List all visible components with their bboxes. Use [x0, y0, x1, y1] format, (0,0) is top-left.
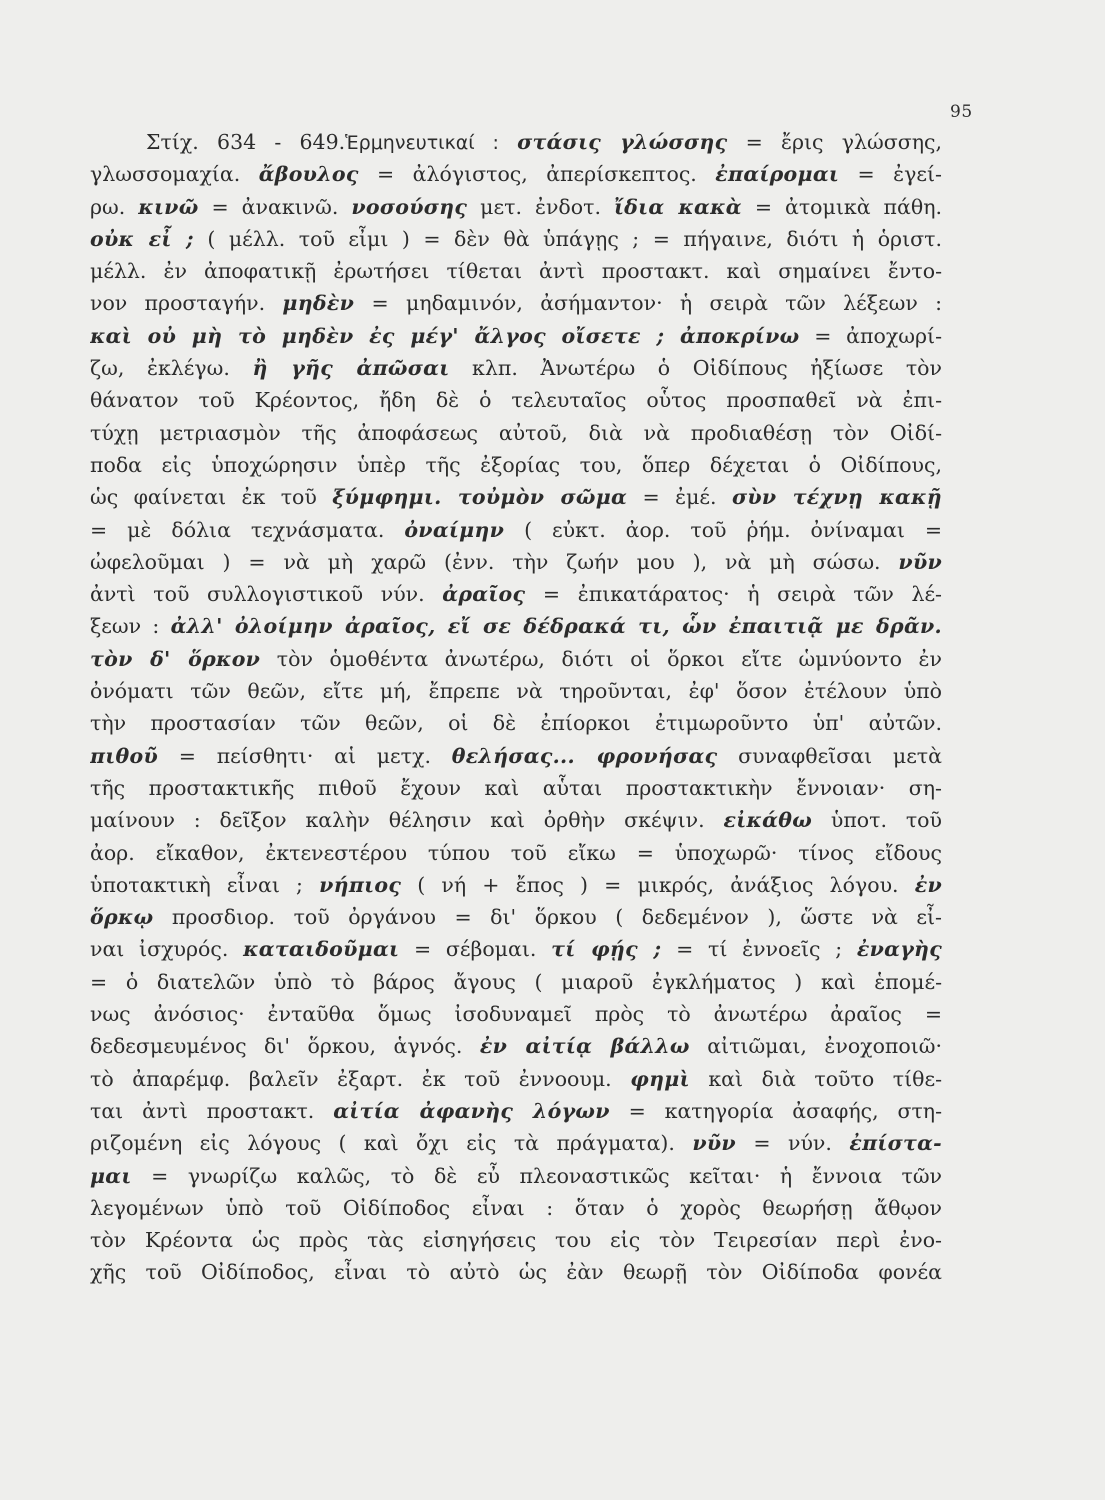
- lemma: μηδὲν: [282, 291, 355, 316]
- lemma: εἰκάθω: [723, 808, 813, 833]
- text-line: [90, 1095, 942, 1127]
- gloss-text: τὸ ἀπαρέμφ. βαλεῖν ἐξαρτ. ἐκ τοῦ ἐννοουμ.: [90, 1066, 631, 1091]
- lemma: ἴδια κακὰ: [613, 194, 742, 219]
- gloss-text: κλπ. Ἀνωτέρω ὁ Οἰδίπους ἠξίωσε τὸν: [449, 356, 942, 381]
- gloss-text: νον προσταγήν.: [90, 291, 283, 316]
- lemma: ὀναίμην: [404, 517, 505, 542]
- text-line: [90, 1063, 942, 1095]
- gloss-text: = ἐγεί-: [839, 162, 942, 187]
- gloss-text: = νύν.: [735, 1131, 850, 1156]
- lemma: τὸν δ' ὅρκον: [90, 646, 261, 671]
- text-line: [90, 643, 942, 675]
- lemma: ἐν: [914, 872, 942, 897]
- text-line: [90, 772, 942, 804]
- lemma: ἐπίστα-: [849, 1131, 942, 1156]
- gloss-text: ὑποτ. τοῦ: [812, 808, 942, 833]
- text-line: [90, 933, 942, 965]
- gloss-text: μέλλ. ἐν ἀποφατικῇ ἐρωτήσει τίθεται ἀντὶ προστακτ. καὶ σημαίνει ἔντο-: [90, 259, 942, 284]
- text-line: [90, 837, 942, 869]
- lemma: ἄβουλος: [258, 162, 359, 187]
- lemma: ἐν αἰτίᾳ βάλλω: [479, 1034, 690, 1059]
- text-line: [90, 675, 942, 707]
- lemma: ἢ γῆς ἀπῶσαι: [252, 356, 450, 381]
- text-line: [90, 869, 942, 901]
- commentary-text: [90, 126, 942, 1289]
- text-line: [90, 223, 942, 255]
- lemma: θελήσας... φρονήσας: [451, 743, 718, 768]
- gloss-text: = μηδαμινόν, ἀσήμαντον· ἡ σειρὰ τῶν λέξεων :: [354, 291, 942, 316]
- lemma: τί φῄς ;: [551, 937, 662, 962]
- gloss-text: = ἔρις γλώσσης,: [727, 130, 942, 154]
- gloss-text: θάνατον τοῦ Κρέοντος, ἤδη δὲ ὁ τελευταῖος οὗτος προσπαθεῖ νὰ ἐπι-: [90, 388, 942, 413]
- gloss-text: συναφθεῖσαι μετὰ: [717, 743, 942, 768]
- text-line: [90, 610, 942, 642]
- lemma: ὅρκῳ: [90, 905, 154, 930]
- gloss-text: τὴν προστασίαν τῶν θεῶν, οἱ δὲ ἐπίορκοι ἐτιμωροῦντο ὑπ' αὐτῶν.: [90, 711, 942, 736]
- lemma: ἐπαίρομαι: [715, 162, 840, 187]
- gloss-text: = ἀποχωρί-: [799, 323, 942, 348]
- lemma: στάσις γλώσσης: [517, 130, 728, 154]
- gloss-text: ( εὐκτ. ἀορ. τοῦ ῥήμ. ὀνίναμαι =: [504, 517, 942, 542]
- text-line: [90, 998, 942, 1030]
- gloss-text: = πείσθητι· αἱ μετχ.: [158, 743, 452, 768]
- lemma: νοσούσης: [351, 194, 468, 219]
- gloss-text: μετ. ἐνδοτ.: [467, 194, 614, 219]
- gloss-text: = ἀλόγιστος, ἀπερίσκεπτος.: [358, 162, 716, 187]
- text-line: [90, 126, 942, 158]
- gloss-text: ρω.: [90, 194, 139, 219]
- gloss-text: = ἐπικατάρατος· ἡ σειρὰ τῶν λέ-: [525, 582, 942, 607]
- gloss-text: αἰτιῶμαι, ἐνοχοποιῶ·: [689, 1034, 942, 1059]
- gloss-text: ( μέλλ. τοῦ εἶμι ) = δὲν θὰ ὑπάγῃς ; = πήγαινε, διότι ἡ ὁριστ.: [193, 226, 942, 251]
- text-line: [90, 191, 942, 223]
- gloss-text: = κατηγορία ἀσαφής, στη-: [609, 1098, 942, 1123]
- text-line: [90, 1256, 942, 1288]
- text-line: [90, 352, 942, 384]
- gloss-text: = τί ἐννοεῖς ;: [661, 937, 857, 962]
- gloss-text: = σέβομαι.: [399, 937, 552, 962]
- lemma: σὺν τέχνῃ κακῇ: [731, 485, 942, 510]
- gloss-text: τῆς προστακτικῆς πιθοῦ ἔχουν καὶ αὗται προστακτικὴν ἔννοιαν· ση-: [90, 775, 942, 800]
- gloss-text: ριζομένη εἰς λόγους ( καὶ ὄχι εἰς τὰ πράγματα).: [90, 1131, 693, 1156]
- text-line: [90, 449, 942, 481]
- text-line: [90, 158, 942, 190]
- gloss-text: τὸν Κρέοντα ὡς πρὸς τὰς εἰσηγήσεις του εἰς τὸν Τειρεσίαν περὶ ἐνο-: [90, 1228, 942, 1253]
- gloss-text: χῆς τοῦ Οἰδίποδος, εἶναι τὸ αὐτὸ ὡς ἐὰν θεωρῇ τὸν Οἰδίποδα φονέα: [90, 1260, 942, 1285]
- gloss-text: δεδεσμευμένος δι' ὅρκου, ἁγνός.: [90, 1034, 480, 1059]
- gloss-text: = γνωρίζω καλῶς, τὸ δὲ εὖ πλεοναστικῶς κεῖται· ἡ ἔννοια τῶν: [131, 1163, 942, 1188]
- gloss-text: ( νή + ἔπος ) = μικρός, ἀνάξιος λόγου.: [401, 872, 915, 897]
- lemma: νῦν: [692, 1131, 736, 1156]
- text-line: [90, 287, 942, 319]
- gloss-text: ὠφελοῦμαι ) = νὰ μὴ χαρῶ (ἐνν. τὴν ζωήν μου ), νὰ μὴ σώσω.: [90, 549, 899, 574]
- gloss-text: γλωσσομαχία.: [90, 162, 259, 187]
- gloss-text: = μὲ δόλια τεχνάσματα.: [90, 517, 405, 542]
- lemma: κινῶ: [138, 194, 199, 219]
- text-line: [90, 1030, 942, 1062]
- lemma: καταιδοῦμαι: [243, 937, 400, 962]
- gloss-text: ζω, ἐκλέγω.: [90, 356, 253, 381]
- gloss-text: ὡς φαίνεται ἐκ τοῦ: [90, 485, 333, 510]
- gloss-text: τὸν ὁμοθέντα ἀνωτέρω, διότι οἱ ὅρκοι εἴτε ὡμνύοντο ἐν: [260, 646, 942, 671]
- gloss-text: λεγομένων ὑπὸ τοῦ Οἰδίποδος εἶναι : ὅταν ὁ χορὸς θεωρήσῃ ἄθῳον: [90, 1195, 942, 1220]
- gloss-text: = ἐμέ.: [627, 485, 732, 510]
- gloss-text: ται ἀντὶ προστακτ.: [90, 1098, 334, 1123]
- lemma: νήπιος: [319, 872, 402, 897]
- gloss-text: = ὁ διατελῶν ὑπὸ τὸ βάρος ἄγους ( μιαροῦ ἐγκλήματος ) καὶ ἑπομέ-: [90, 969, 942, 994]
- text-line: [90, 740, 942, 772]
- lemma: ἀραῖος: [442, 582, 526, 607]
- section-reference: Στίχ. 634 - 649.: [146, 130, 346, 154]
- lemma: ἀλλ' ὀλοίμην ἀραῖος, εἴ σε δέδρακά τι, ὧν ἐπαιτιᾷ με δρᾶν.: [170, 614, 942, 639]
- lemma: ξύμφημι. τοὐμὸν σῶμα: [332, 485, 628, 510]
- gloss-text: ναι ἰσχυρός.: [90, 937, 244, 962]
- text-line: [90, 578, 942, 610]
- lemma: αἰτία ἀφανὴς λόγων: [333, 1098, 610, 1123]
- text-line: [90, 966, 942, 998]
- text-line: [90, 384, 942, 416]
- lemma: καὶ οὐ μὴ τὸ μηδὲν ἐς μέγ' ἄλγος οἴσετε ; ἀποκρίνω: [90, 323, 800, 348]
- gloss-text: ξεων :: [90, 614, 171, 639]
- gloss-text: ὑποτακτικὴ εἶναι ;: [90, 872, 320, 897]
- lemma: ἐναγὴς: [856, 937, 942, 962]
- text-line: [90, 481, 942, 513]
- text-line: [90, 255, 942, 287]
- text-line: [90, 417, 942, 449]
- page-number: 95: [950, 102, 973, 122]
- section-heading: Ἑρμηνευτικαί :: [345, 132, 499, 154]
- text-line: [90, 707, 942, 739]
- gloss-text: ἀντὶ τοῦ συλλογιστικοῦ νύν.: [90, 582, 443, 607]
- text-line: [90, 320, 942, 352]
- lemma: φημὶ: [630, 1066, 690, 1091]
- lemma: πιθοῦ: [90, 743, 158, 768]
- text-line: [90, 1192, 942, 1224]
- text-line: [90, 1127, 942, 1159]
- gloss-text: νως ἀνόσιος· ἐνταῦθα ὅμως ἰσοδυναμεῖ πρὸς τὸ ἀνωτέρω ἀραῖος =: [90, 1002, 942, 1027]
- gloss-text: ἀορ. εἴκαθον, ἐκτενεστέρου τύπου τοῦ εἴκω = ὑποχωρῶ· τίνος εἴδους: [90, 840, 942, 865]
- text-line: [90, 901, 942, 933]
- text-line: [90, 546, 942, 578]
- text-line: [90, 1224, 942, 1256]
- gloss-text: ποδα εἰς ὑποχώρησιν ὑπὲρ τῆς ἐξορίας του, ὅπερ δέχεται ὁ Οἰδίπους,: [90, 452, 942, 477]
- text-line: [90, 804, 942, 836]
- gloss-text: καὶ διὰ τοῦτο τίθε-: [689, 1066, 942, 1091]
- text-line: [90, 514, 942, 546]
- lemma: μαι: [90, 1163, 132, 1188]
- gloss-text: = ἀνακινῶ.: [198, 194, 352, 219]
- lemma: νῦν: [898, 549, 942, 574]
- text-line: [90, 1160, 942, 1192]
- gloss-text: μαίνουν : δεῖξον καλὴν θέλησιν καὶ ὀρθὴν σκέψιν.: [90, 808, 724, 833]
- lemma: οὐκ εἶ ;: [90, 226, 194, 251]
- gloss-text: τύχῃ μετριασμὸν τῆς ἀποφάσεως αὐτοῦ, διὰ νὰ προδιαθέσῃ τὸν Οἰδί-: [90, 420, 942, 445]
- gloss-text: ὀνόματι τῶν θεῶν, εἴτε μή, ἔπρεπε νὰ τηροῦνται, ἐφ' ὅσον ἐτέλουν ὑπὸ: [90, 679, 942, 704]
- gloss-text: προσδιορ. τοῦ ὀργάνου = δι' ὅρκου ( δεδεμένον ), ὥστε νὰ εἶ-: [153, 905, 942, 930]
- gloss-text: = ἀτομικὰ πάθη.: [741, 194, 942, 219]
